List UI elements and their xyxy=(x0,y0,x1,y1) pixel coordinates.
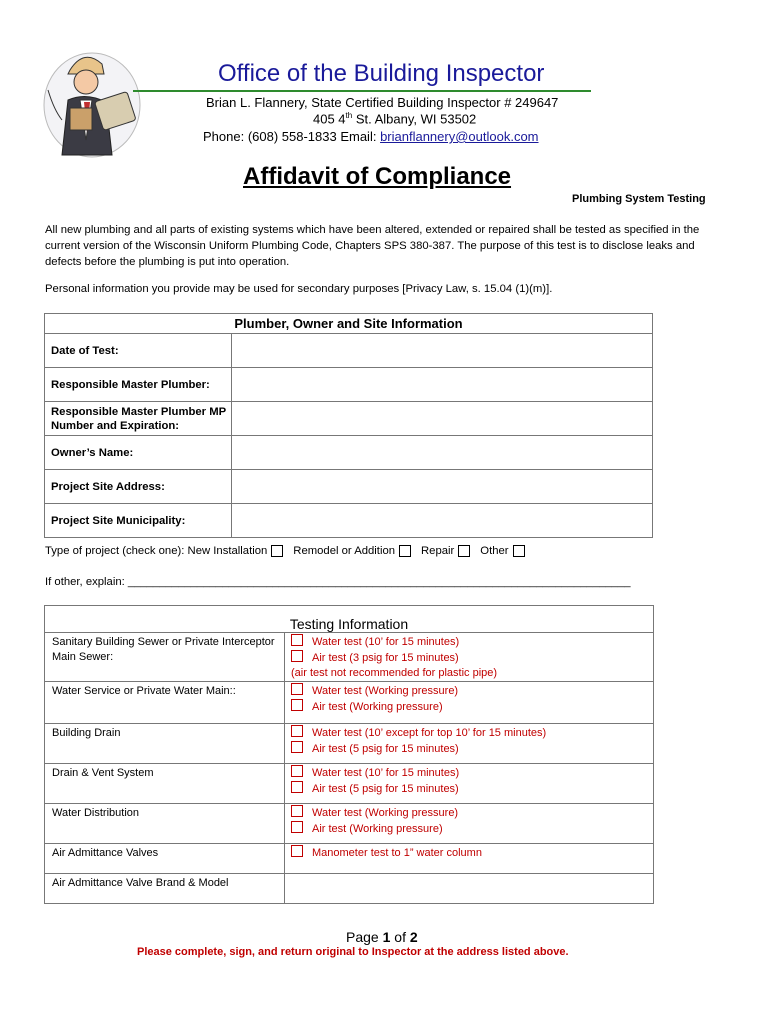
row-label: Water Distribution xyxy=(45,804,285,844)
option-label: Air test (3 psig for 15 minutes) xyxy=(312,652,459,664)
test-options xyxy=(285,764,654,804)
test-options xyxy=(285,804,654,844)
test-options xyxy=(285,724,654,764)
option-label: Water test (10’ for 15 minutes) xyxy=(312,636,460,648)
if-other-explain-field[interactable]: If other, explain: ________________________________________________________________________________ xyxy=(45,576,631,588)
checkbox[interactable] xyxy=(291,805,303,817)
option-label: Air test (Working pressure) xyxy=(312,701,443,713)
row-label: Project Site Address: xyxy=(45,470,232,504)
option-label: Air test (5 psig for 15 minutes) xyxy=(312,743,459,755)
master-plumber-field[interactable] xyxy=(232,368,653,402)
row-label: Project Site Municipality: xyxy=(45,504,232,538)
checkbox[interactable] xyxy=(291,699,303,711)
checkbox[interactable] xyxy=(291,725,303,737)
row-label: Sanitary Building Sewer or Private Interceptor Main Sewer: xyxy=(45,633,285,682)
row-label: Owner’s Name: xyxy=(45,436,232,470)
inspector-clipart-icon xyxy=(40,40,145,160)
repair-label: Repair xyxy=(421,545,455,557)
page-number: Page 1 of 2 xyxy=(346,929,418,945)
contact-line: Phone: (608) 558-1833 Email: brianflannery@outlook.com xyxy=(203,129,539,144)
owner-table-heading: Plumber, Owner and Site Information xyxy=(45,314,653,334)
option-label: Air test (5 psig for 15 minutes) xyxy=(312,783,459,795)
row-label: Drain & Vent System xyxy=(45,764,285,804)
row-label: Air Admittance Valves xyxy=(45,844,285,874)
site-municipality-field[interactable] xyxy=(232,504,653,538)
row-label: Water Service or Private Water Main:: xyxy=(45,682,285,724)
remodel-checkbox[interactable] xyxy=(399,545,411,557)
other-checkbox[interactable] xyxy=(513,545,525,557)
footer-instruction: Please complete, sign, and return original to Inspector at the address listed above. xyxy=(137,946,569,958)
option-label: Water test (Working pressure) xyxy=(312,807,459,819)
checkbox[interactable] xyxy=(291,845,303,857)
aav-brand-model-field[interactable] xyxy=(285,874,654,904)
row-label: Responsible Master Plumber: xyxy=(45,368,232,402)
checkbox[interactable] xyxy=(291,781,303,793)
row-label: Air Admittance Valve Brand & Model xyxy=(45,874,285,904)
privacy-notice: Personal information you provide may be used for secondary purposes [Privacy Law, s. 15.04 (1)(m)]. xyxy=(45,283,553,295)
project-type-prompt: Type of project (check one): New Installation xyxy=(45,545,268,557)
mp-number-field[interactable] xyxy=(232,402,653,436)
repair-checkbox[interactable] xyxy=(458,545,470,557)
option-label: Water test (10’ for 15 minutes) xyxy=(312,767,460,779)
row-label: Building Drain xyxy=(45,724,285,764)
document-title: Affidavit of Compliance xyxy=(243,163,512,190)
other-label: Other xyxy=(480,545,509,557)
remodel-label: Remodel or Addition xyxy=(293,545,396,557)
checkbox[interactable] xyxy=(291,765,303,777)
inspector-line: Brian L. Flannery, State Certified Building Inspector # 249647 xyxy=(206,95,559,110)
checkbox[interactable] xyxy=(291,741,303,753)
document-subtitle: Plumbing System Testing xyxy=(572,193,706,205)
email-link[interactable]: brianflannery@outlook.com xyxy=(380,129,539,144)
checkbox[interactable] xyxy=(291,634,303,646)
owner-info-table xyxy=(44,313,653,538)
option-label: Manometer test to 1” water column xyxy=(312,847,482,859)
test-options xyxy=(285,682,654,724)
test-options xyxy=(285,633,654,682)
site-address-field[interactable] xyxy=(232,470,653,504)
option-label: Water test (10’ except for top 10’ for 15 minutes) xyxy=(312,727,547,739)
row-label: Responsible Master Plumber MP Number and Expiration: xyxy=(45,402,232,436)
row-label: Date of Test: xyxy=(45,334,232,368)
testing-table-heading: Testing Information xyxy=(45,606,654,633)
title-rule xyxy=(133,90,591,92)
test-options xyxy=(285,844,654,874)
office-address: 405 4th St. Albany, WI 53502 xyxy=(313,111,477,127)
checkbox[interactable] xyxy=(291,683,303,695)
new-installation-checkbox[interactable] xyxy=(271,545,283,557)
intro-paragraph: All new plumbing and all parts of existing systems which have been altered, extended or repaired shall be tested as specified in the current version of the Wisconsin Uniform Plumbing Code, Chapters SPS 380-387. The purpose of this test is to disclose leaks and defects before the plumbing is put into operation. xyxy=(45,224,700,268)
project-type-row xyxy=(45,545,535,557)
option-label: Water test (Working pressure) xyxy=(312,685,459,697)
checkbox[interactable] xyxy=(291,821,303,833)
owner-name-field[interactable] xyxy=(232,436,653,470)
office-title: Office of the Building Inspector xyxy=(218,60,545,87)
option-label: Air test (Working pressure) xyxy=(312,823,443,835)
testing-info-table xyxy=(44,605,654,904)
checkbox[interactable] xyxy=(291,650,303,662)
air-test-note: (air test not recommended for plastic pipe) xyxy=(291,667,498,679)
date-of-test-field[interactable] xyxy=(232,334,653,368)
